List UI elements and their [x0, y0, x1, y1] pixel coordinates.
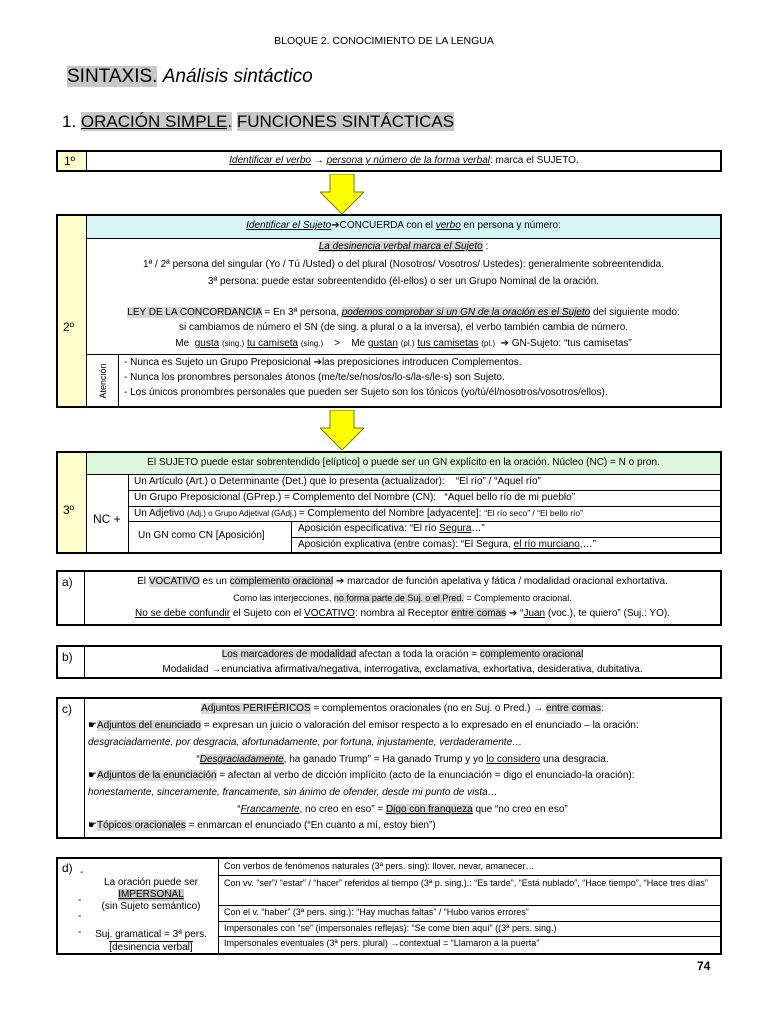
atencion-1: - Nunca es Sujeto un Grupo Preposicional ➔las preposiciones introducen Complementos.: [124, 357, 522, 368]
label-c: c): [62, 702, 72, 716]
step2-example: Me gusta (sing.) tu camiseta (sing.) > Me gustan (pl.) tus camisetas (pl.) ➔ GN-Sujeto: “tus camisetas”: [175, 338, 632, 349]
d-row5: Impersonales eventuales (3ª pers. plural) →contextual = “Llamaron a la puerta”: [224, 938, 540, 948]
page-title: [67, 66, 313, 88]
hand-pointer-icon: ☛: [88, 820, 97, 831]
step2-ley: LEY DE LA CONCORDANCIA = En 3ª persona, podemos comprobar si un GN de la oración es el Sujeto del siguiente modo:: [127, 307, 680, 318]
step3-row2: Un Grupo Preposicional (GPrep.) = Complemento del Nombre (CN): “Aquel bello río de mi pueblo”: [134, 492, 576, 503]
box-c: [56, 697, 722, 839]
step3-label: 3º: [63, 503, 75, 517]
atencion-label: Atención: [98, 363, 108, 399]
step2-label: 2º: [63, 320, 75, 334]
step1-label: 1º: [64, 154, 76, 168]
box-b: [56, 645, 722, 679]
label-d: d): [62, 861, 73, 875]
a-line2: Como las interjecciones, no forma parte de Suj. o el Pred. = Complemento oracional.: [233, 593, 572, 603]
d-row1: Con verbos de fenómenos naturales (3ª pers. sing): llover, nevar, amanecer…: [224, 861, 535, 871]
c-line4: “Desgraciadamente, ha ganado Trump” = Ha ganado Trump y yo lo considero una desgracia.: [196, 754, 609, 765]
a-line1: El VOCATIVO es un complemento oracional ➔ marcador de función apelativa y fática / modalidad oracional exhortativa.: [137, 576, 668, 587]
page-header: BLOQUE 2. CONOCIMIENTO DE LA LENGUA: [274, 35, 494, 47]
step2-head: Identificar el Sujeto➔CONCUERDA con el verbo en persona y número:: [87, 216, 720, 239]
down-arrow-icon: [320, 410, 364, 450]
c-line7: “Francamente, no creo en eso” = Digo con franqueza que “no creo en eso”: [237, 804, 568, 815]
c-line1: Adjuntos PERIFÉRICOS = complementos oracionales (no en Suj. o Pred.) → entre comas:: [201, 703, 604, 714]
box-a: [56, 570, 722, 626]
b-line2: Modalidad →enunciativa afirmativa/negativa, interrogativa, exclamativa, exhortativa, desiderativa, dubitativa.: [162, 664, 643, 675]
nc-label: NC +: [93, 512, 121, 526]
label-b: b): [62, 650, 73, 664]
title-sub: Análisis sintáctico: [162, 66, 313, 87]
d-left-bottom: Suj. gramatical = 3ª pers. [desinencia verbal]: [95, 929, 207, 953]
box-d: d) - - - - La oración puede ser IMPERSONAL (sin Sujeto semántico) Suj. gramatical = 3ª pers. [desinencia verbal] Con verbos de fenómenos naturales (3ª pers. sing): llover, nevar, amanecer… Con vv. “ser”/ “estar” / “hacer” referidos al tiempo (3ª p. sing.).: “Es tarde”, “Está nublado”, “Hace tiempo”, “Hace tres días” Con el v. “haber” (3ª pers. sing.): “Hay muchas faltas” / “Hubo varios errores” Impersonales con “se” (impersonales reflejas): “Se come bien aquí” ((3ª pers. sing.) Impersonales eventuales (3ª pers. plural) →contextual = “Llamaron a la puerta”: [56, 857, 722, 955]
a-line3: No se debe confundir el Sujeto con el VOCATIVO: nombra al Receptor entre comas ➔ “Juan (voc.), te quiero” (Suj.: YO).: [135, 608, 670, 619]
step2-box: [56, 214, 722, 408]
c-line3: desgraciadamente, por desgracia, afortunadamente, por fortuna, injustamente, verdaderamente…: [88, 737, 523, 748]
step1-box: [56, 150, 722, 172]
section-title: 1. ORACIÓN SIMPLE. FUNCIONES SINTÁCTICAS: [62, 112, 455, 131]
step3-row1: Un Artículo (Art.) o Determinante (Det.) que lo presenta (actualizador): “El río” / “Aquel río”: [134, 476, 541, 487]
step2-p1: 1ª / 2ª persona del singular (Yo / Tú /Usted) o del plural (Nosotros/ Vosotros/ Ustedes): generalmente sobreentendida.: [142, 259, 665, 270]
d-row3: Con el v. “haber” (3ª pers. sing.): “Hay muchas faltas” / “Hubo varios errores”: [224, 907, 529, 917]
step2-ley-b: si cambiamos de número el SN (de sing. a plural o a la inversa), el verbo también cambia de número.: [178, 322, 629, 333]
page-number: 74: [697, 959, 711, 973]
c-line6: honestamente, sinceramente, francamente, sin ánimo de ofender, desde mi punto de vista…: [88, 787, 498, 798]
down-arrow-icon: [320, 174, 364, 214]
d-row2: Con vv. “ser”/ “estar” / “hacer” referidos al tiempo (3ª p. sing.).: “Es tarde”, “Está nublado”, “Hace tiempo”, “Hace tres días”: [224, 878, 708, 888]
step3-head: El SUJETO puede estar sobrentendido [elíptico] o puede ser un GN explícito en la oración. Núcleo (NC) = N o pron.: [87, 453, 720, 475]
step1-text: Identificar el verbo → persona y número de la forma verbal: marca el SUJETO.: [229, 155, 579, 166]
b-line1: Los marcadores de modalidad afectan a toda la oración = complemento oracional: [221, 649, 584, 660]
label-a: a): [62, 575, 73, 589]
hand-pointer-icon: ☛: [88, 720, 97, 731]
c-line8: ☛Tópicos oracionales = enmarcan el enunciado (“En cuanto a mí, estoy bien”): [88, 820, 436, 831]
atencion-3: - Los únicos pronombres personales que pueden ser Sujeto son los tónicos (yo/tú/él/nosotros/vosotros/ellos).: [124, 387, 608, 398]
d-left: La oración puede ser IMPERSONAL (sin Sujeto semántico): [101, 877, 201, 912]
step2-p2: 3ª persona: puede estar sobreentendido (él-ellos) o ser un Grupo Nominal de la oración.: [207, 276, 600, 287]
hand-pointer-icon: ☛: [88, 770, 97, 781]
aposicion-especificativa: Aposición especificativa: “El río Segura…”: [298, 523, 485, 534]
step2-desinencia: La desinencia verbal marca el Sujeto :: [318, 241, 489, 252]
step3-row3: Un Adjetivo (Adj.) o Grupo Adjetival (GAdj.) = Complemento del Nombre [adyacente]: “El río seco” / “El bello río”: [134, 508, 583, 519]
atencion-2: - Nunca los pronombres personales átonos (me/te/se/nos/os/lo-s/la-s/le-s) son Sujeto.: [124, 372, 505, 383]
aposicion-explicativa: Aposición explicativa (entre comas): “El Segura, el río murciano,…”: [298, 539, 596, 550]
c-line2: ☛Adjuntos del enunciado = expresan un juicio o valoración del emisor respecto a lo expresado en el enunciado – la oración:: [88, 720, 639, 731]
title-main: SINTAXIS.: [67, 66, 158, 87]
c-line5: ☛Adjuntos de la enunciación = afectan al verbo de dicción implícito (acto de la enunciación = digo el enunciado-la oración):: [88, 770, 635, 781]
step3-box: [56, 451, 722, 554]
step3-row4: Un GN como CN [Aposición]: [138, 530, 265, 541]
d-row4: Impersonales con “se” (impersonales reflejas): “Se come bien aquí” ((3ª pers. sing.): [224, 923, 557, 933]
